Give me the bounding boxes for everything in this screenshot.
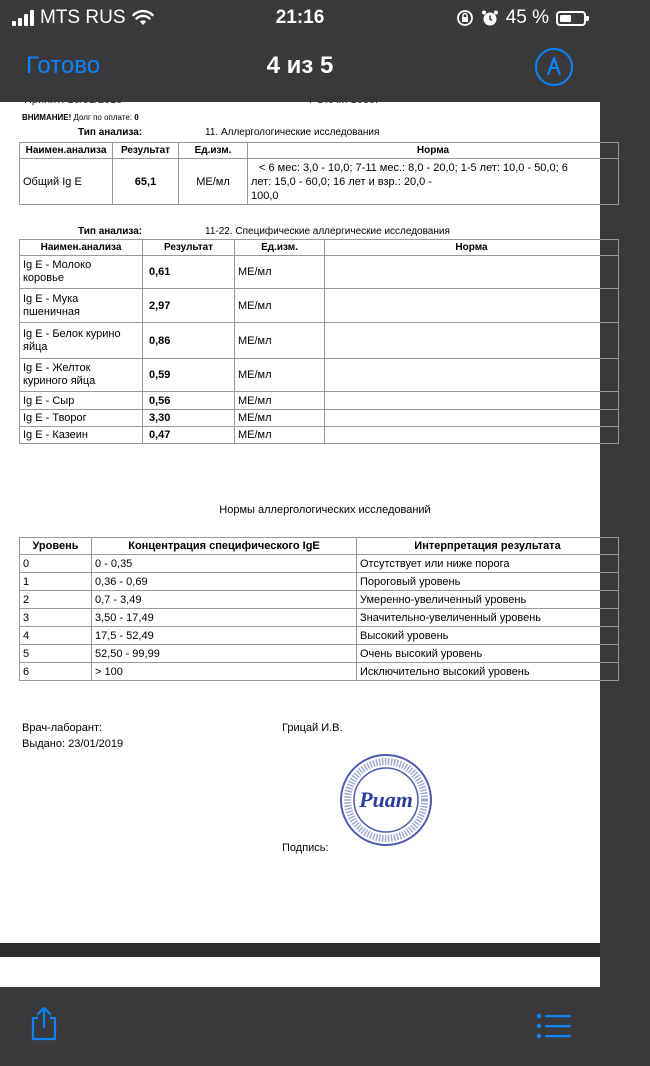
allergen-unit: МЕ/мл [235,256,325,289]
table-row [20,289,619,323]
specific-ige-table [19,239,619,444]
section2-type-label: Тип анализа: [78,226,143,237]
col-header-interpretation: Интерпретация результата [357,538,619,555]
col-header-name: Наимен.анализа [20,143,113,159]
page-counter-title: 4 из 5 [266,52,334,79]
table-row [20,359,619,392]
table-row [20,392,619,410]
clipped-header-left: Принят: 16/01/2019 [24,94,123,106]
share-icon [28,1005,60,1041]
col-header-unit: Ед.изм. [179,143,248,159]
doctor-name: Грицай И.В. [282,722,343,734]
share-button[interactable] [28,1005,60,1046]
allergen-result: 0,61 [143,256,235,289]
status-time: 21:16 [275,7,325,28]
col-header-name: Наимен.анализа [20,240,143,256]
analysis-norm: < 6 мес: 3,0 - 10,0; 7-11 мес.: 8,0 - 20,0; 1-5 лет: 10,0 - 50,0; 6 лет: 15,0 - 60,0; 16 лет и взр.: 20,0 - 100,0 [248,159,619,205]
col-header-unit: Ед.изм. [235,240,325,256]
carrier-name: MTS RUS [40,7,126,28]
allergen-unit: МЕ/мл [235,427,325,444]
markup-pen-icon [543,55,565,79]
document-page [0,94,600,943]
allergen-unit: МЕ/мл [235,359,325,392]
warning-text: Долг по оплате: [71,113,135,122]
analysis-name: Общий Ig E [20,159,113,205]
table-row: 1 0,36 - 0,69 Пороговый уровень [20,573,619,591]
table-header-row [20,240,619,256]
allergen-name: Ig E - Творог [20,410,143,427]
total-ige-table [19,142,619,205]
list-view-button[interactable] [536,1013,572,1044]
norms-table [19,537,619,681]
col-header-norm: Норма [325,240,619,256]
section1-type-value: 11. Аллергологические исследования [205,127,380,138]
section1-type-label: Тип анализа: [78,127,143,138]
table-row [20,256,619,289]
allergen-name: Ig E - Желток куриного яйца [20,359,143,392]
allergen-unit: МЕ/мл [235,323,325,359]
table-row: 6 > 100 Исключительно высокий уровень [20,663,619,681]
allergen-name: Ig E - Мука пшеничная [20,289,143,323]
done-button[interactable]: Готово [26,52,101,79]
table-row [20,159,619,205]
allergen-result: 0,86 [143,323,235,359]
table-row: 5 52,50 - 99,99 Очень высокий уровень [20,645,619,663]
status-right [456,7,586,29]
allergen-name: Ig E - Казеин [20,427,143,444]
allergen-norm [325,323,619,359]
allergen-norm [325,359,619,392]
battery-icon [556,11,586,26]
allergen-result: 3,30 [143,410,235,427]
allergen-name: Ig E - Молоко коровье [20,256,143,289]
allergen-norm [325,256,619,289]
allergen-result: 0,56 [143,392,235,410]
col-header-result: Результат [113,143,179,159]
bottom-toolbar [0,987,600,1066]
table-row: 2 0,7 - 3,49 Умеренно-увеличенный уровень [20,591,619,609]
nav-bar [0,34,600,102]
warning-label: ВНИМАНИЕ! [22,113,72,122]
table-header-row [20,143,619,159]
allergen-norm [325,410,619,427]
allergen-unit: МЕ/мл [235,410,325,427]
analysis-unit: МЕ/мл [179,159,248,205]
allergen-unit: МЕ/мл [235,392,325,410]
issued-date: Выдано: 23/01/2019 [22,738,124,750]
table-header-row [20,538,619,555]
seal-stamp [338,752,434,848]
battery-percent: 45 % [505,7,549,28]
table-row: 3 3,50 - 17,49 Значительно-увеличенный уровень [20,609,619,627]
allergen-name: Ig E - Белок курино яйца [20,323,143,359]
table-row [20,323,619,359]
page-separator [0,943,600,957]
table-row: 0 0 - 0,35 Отсутствует или ниже порога [20,555,619,573]
allergen-norm [325,427,619,444]
col-header-result: Результат [143,240,235,256]
table-row [20,427,619,444]
allergen-result: 2,97 [143,289,235,323]
payment-warning [22,113,139,122]
alarm-icon [481,9,499,27]
svg-text:Риат: Риат [359,787,413,812]
allergen-unit: МЕ/мл [235,289,325,323]
clipped-header [24,94,382,106]
allergen-name: Ig E - Сыр [20,392,143,410]
col-header-level: Уровень [20,538,92,555]
table-row: 4 17,5 - 52,49 Высокий уровень [20,627,619,645]
doctor-label: Врач-лаборант: [22,722,103,734]
table-row [20,410,619,427]
warning-value: 0 [134,113,139,122]
section2-type-value: 11-22. Специфические аллергические исследования [205,226,450,237]
col-header-norm: Норма [248,143,619,159]
allergen-norm [325,392,619,410]
next-page-preview [0,957,600,987]
signature-label: Подпись: [282,842,329,854]
col-header-concentration: Концентрация специфического IgE [92,538,357,555]
status-bar [0,0,600,34]
norms-title: Нормы аллергологических исследований [219,504,431,516]
allergen-result: 0,47 [143,427,235,444]
allergen-result: 0,59 [143,359,235,392]
clipped-header-right: РОКАМ 1030Г [309,94,382,106]
orientation-lock-icon [456,9,474,27]
markup-button[interactable] [535,48,573,86]
list-icon [536,1013,572,1039]
analysis-result: 65,1 [113,159,179,205]
allergen-norm [325,289,619,323]
